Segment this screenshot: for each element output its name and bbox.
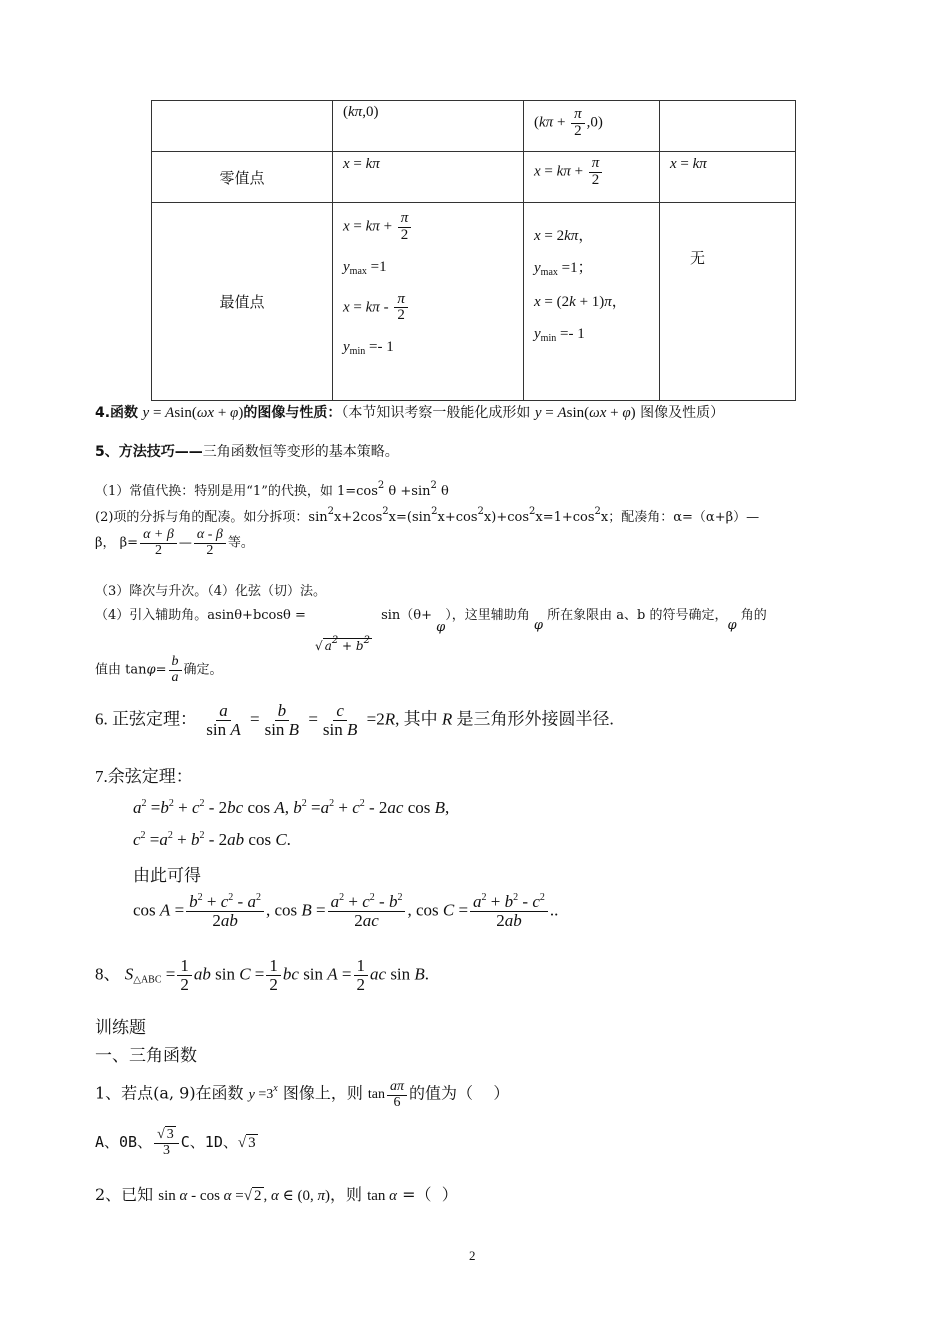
table-cell-symmetry-center-cos [524,101,660,152]
item-4-title: 的图像与性质： [243,405,342,421]
item-8: 8、 $S_{\triangle ABC}$ = $\frac{1}{2}$ ab sin C = $\frac{1}{2}$ bc sin A = $\frac{1}{2}$ ac sin B. [95,956,430,994]
question-2: 2、已知 sin α - cos α =√ 2 , α ∈ (0, π)，则 tan α =（ ） [95,1185,458,1204]
question-1-options: A、0B、 $\frac{√ 3}{3}$ C、1D、√ 3 [95,1127,256,1158]
extreme-point-sin: x = kπ + $\frac{\pi}{2}$ $y_{max} =1$ x = kπ - $\frac{\pi}{2}$ $y_{min} =- 1$ [333,203,523,362]
item-4: 4.函数 y = Asin(ωx + φ)的图像与性质：（本节知识考察一般能化成形如 y = Asin(ωx + φ) 图像及性质） [95,405,725,421]
table-cell-extreme-sin [333,203,524,401]
training-title: 训练题 [95,1018,146,1038]
trig-property-table [151,100,796,401]
extreme-point-label: 最值点 [219,293,265,311]
symmetry-center-sin: (kπ,0) [343,104,379,120]
table-cell-empty [660,101,796,152]
table-cell-zero-tan [660,152,796,203]
item-5-p3: （3）降次与升次。（4）化弦（切）法。 [95,584,327,599]
row-label-zero [152,152,333,203]
item-5-p2: (2)项的分拆与角的配凑。如分拆项：$\sin^2x+2\cos^2x=(\sin^2x+\cos^2x)+\cos^2x=1+\cos^2x$；配凑角：α=（α+β）— [95,506,760,525]
table-cell-zero-cos [524,152,660,203]
item-6: 6. 正弦定理： $\frac{a}{\text{sin A}}$ = $\frac{b}{\text{sin B}}$ = $\frac{c}{\text{sin B}}$ =2R, 其中 R 是三角形外接圆半径. [95,701,614,739]
row-label-extreme [152,203,333,401]
zero-point-sin: x = kπ [343,156,380,172]
item-7-line-3: 由此可得 [133,866,201,885]
extreme-point-tan: 无 [690,249,706,267]
zero-point-label: 零值点 [219,168,265,187]
item-5-p4b: 值由 tanφ= $\frac{b}{a}$ 确定。 [95,654,223,685]
extreme-point-cos: x = 2kπ， $y_{max} =1$； x = (2k + 1)π， $y_{min} =- 1$ [534,228,627,344]
item-4-prefix: 4.函数 [95,405,139,421]
table-cell-empty [152,101,333,152]
item-7-label: 7.余弦定理： [95,767,193,786]
table-cell-zero-sin [333,152,524,203]
question-1: 1、若点(a, 9)在函数 $y =3^x$ 图像上，则 tan $\frac{a\pi}{6}$ 的值为（ ） [95,1079,510,1110]
item-5-subtitle: 三角函数恒等变形的基本策略。 [202,444,399,460]
item-8-label: 8、 [95,964,121,984]
training-section: 一、三角函数 [95,1046,197,1066]
table-cell-symmetry-center-sin [333,101,524,152]
table-cell-extreme-tan [660,203,796,401]
item-5-heading: 5、方法技巧—— [95,444,203,460]
item-6-label: 6. 正弦定理： [95,709,197,729]
item-5-title [95,441,399,461]
symmetry-center-cos: (kπ + $\frac{\pi}{2}$ ,0) [534,106,603,139]
zero-point-tan: x = kπ [670,156,707,172]
page-number: 2 [469,1248,476,1263]
item-5-p2b: β， β= $\frac{\alpha + \beta}{2}$ — $\frac{\alpha - \beta}{2}$ 等。 [95,527,254,558]
item-7-line-2: $c^2 =a^2 + b^2 - 2ab$ cos C. [133,830,291,849]
item-5-p4: （4）引入辅助角。asinθ+bcosθ = √ $a^2 + b^2$ sin（θ+ φ），这里辅助角 φ 所在象限由 a、b 的符号确定，φ 角的 [95,608,767,653]
item-7-line-4: cos A = $\frac{b^2 + c^2 - a^2}{2ab}$ , cos B = $\frac{a^2 + c^2 - b^2}{2ac}$ , cos C = $\frac{a^2 + b^2 - c^2}{2ab}$ .. [133,892,559,930]
item-7-line-1: $a^2 =b^2 + c^2 - 2bc$ cos A, $b^2 =a^2 + c^2 - 2ac$ cos B, [133,798,450,817]
item-5-p1: （1）常值代换：特别是用“1”的代换，如 $1=\cos^2$ $\theta +\sin^2$ θ [95,480,449,499]
table-cell-extreme-cos [524,203,660,401]
zero-point-cos: x = kπ + $\frac{\pi}{2}$ [524,152,659,193]
